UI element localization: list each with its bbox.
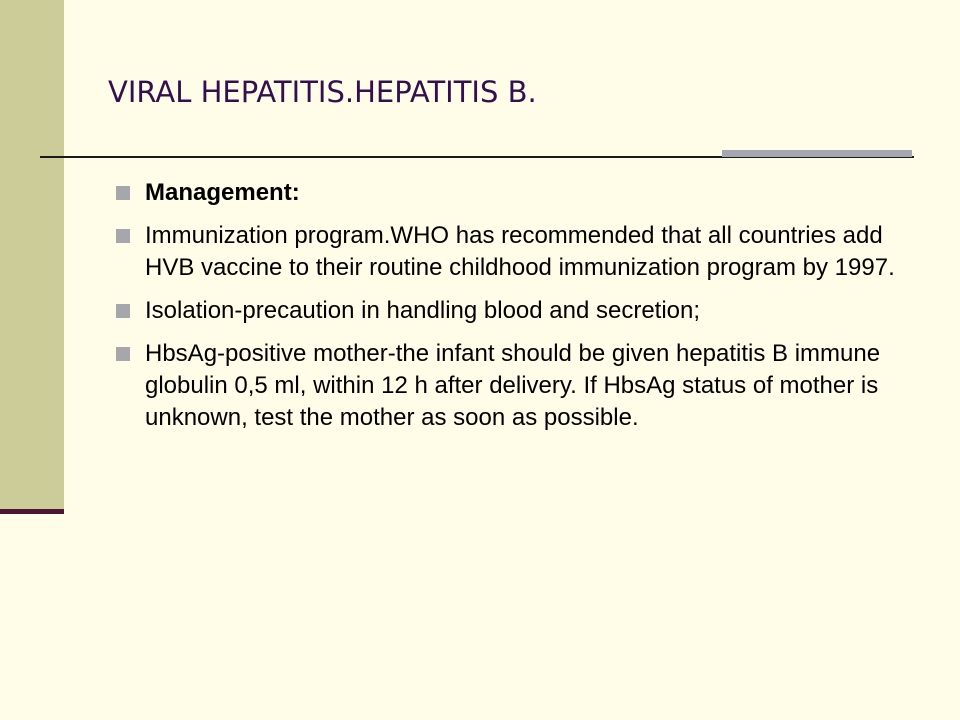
square-bullet-icon [116, 304, 130, 318]
bullet-text: Management: [145, 179, 300, 206]
bullet-item-immunization [116, 220, 906, 284]
square-bullet-icon [116, 229, 130, 243]
left-decorative-bar [0, 0, 64, 512]
slide-title: VIRAL HEPATITIS.HEPATITIS B. [108, 75, 537, 109]
bullet-item-management [116, 177, 906, 209]
left-bar-accent [0, 509, 64, 514]
bullet-item-isolation [116, 295, 906, 327]
title-divider-accent [722, 150, 912, 157]
bullet-list [116, 177, 906, 445]
bullet-text: Isolation-precaution in handling blood and secretion; [145, 297, 701, 324]
bullet-text: HbsAg-positive mother-the infant should be given hepatitis B immune globulin 0,5 ml, within 12 h after delivery. If HbsAg status of mother is unknown, test the mother as soon as possible. [145, 340, 881, 431]
square-bullet-icon [116, 347, 130, 361]
bullet-text: Immunization program.WHO has recommended that all countries add HVB vaccine to their routine childhood immunization program by 1997. [145, 222, 895, 281]
square-bullet-icon [116, 186, 130, 200]
bullet-item-hbsag [116, 338, 906, 434]
